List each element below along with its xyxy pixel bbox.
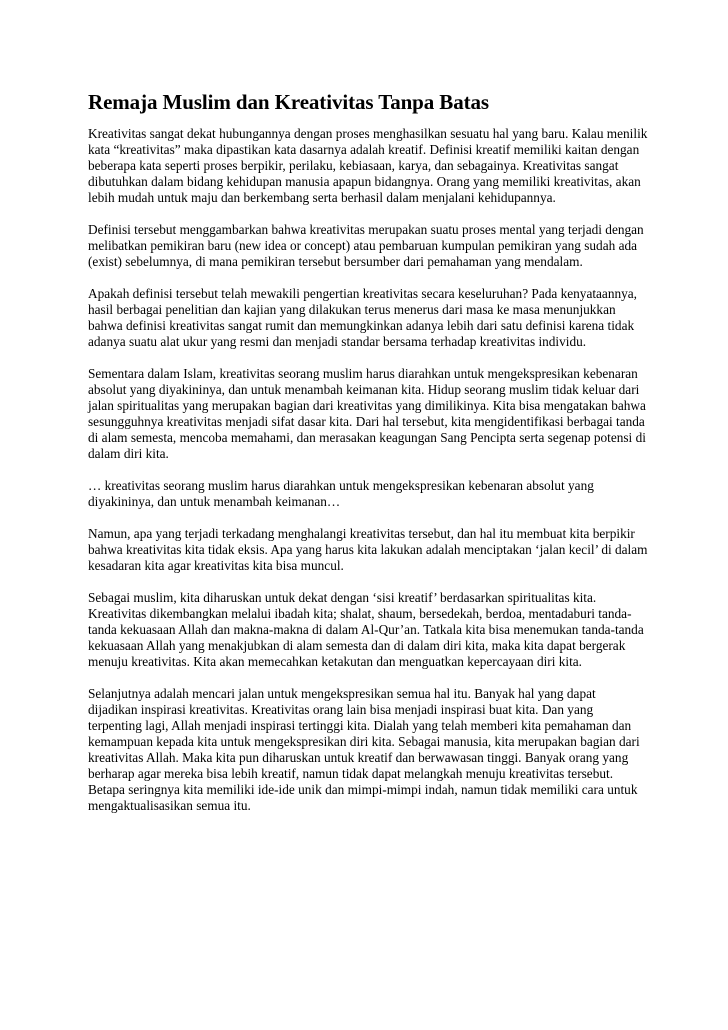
paragraph: Apakah definisi tersebut telah mewakili pengertian kreativitas secara keseluruhan? Pada kenyataannya, hasil berbagai penelitian dan kajian yang dilakukan terus menerus dari masa ke masa menunjukkan bahwa definisi kreativitas sangat rumit dan memungkinkan adanya lebih dari satu definisi karena tidak adanya suatu alat ukur yang resmi dan menjadi standar bersama terhadap kreativitas individu. (88, 286, 638, 349)
document-title: Remaja Muslim dan Kreativitas Tanpa Batas (88, 90, 489, 114)
quote-paragraph: … kreativitas seorang muslim harus diarahkan untuk mengekspresikan kebenaran absolut yang diyakininya, dan untuk menambah keimanan… (88, 478, 594, 509)
paragraph: Selanjutnya adalah mencari jalan untuk mengekspresikan semua hal itu. Banyak hal yang dapat dijadikan inspirasi kreativitas. Kreativitas orang lain bisa menjadi inspirasi buat kita. Dan yang terpenting lagi, Allah menjadi inspirasi tertinggi kita. Dialah yang telah memberi kita pemahaman dan kemampuan kepada kita untuk mengekspresikan diri kita. Sebagai manusia, kita merupakan bagian dari kreativitas Allah. Maka kita pun diharuskan untuk kreatif dan berwawasan tinggi. Banyak orang yang berharap agar mereka bisa lebih kreatif, namun tidak dapat melangkah menuju kreativitas tersebut. Betapa seringnya kita memiliki ide-ide unik dan mimpi-mimpi indah, namun tidak memiliki cara untuk mengaktualisasikan semua itu. (88, 686, 640, 813)
document-page (88, 90, 648, 830)
paragraph: Kreativitas sangat dekat hubungannya dengan proses menghasilkan sesuatu hal yang baru. Kalau menilik kata “kreativitas” maka dipastikan kata dasarnya adalah kreatif. Definisi kreatif memiliki kaitan dengan beberapa kata seperti proses berpikir, perilaku, kebiasaan, karya, dan sebagainya. Kreativitas sangat dibutuhkan dalam bidang kehidupan manusia apapun bidangnya. Orang yang memiliki kreativitas, akan lebih mudah untuk maju dan berkembang serta berhasil dalam menjalani kehidupannya. (88, 126, 648, 205)
paragraph: Sementara dalam Islam, kreativitas seorang muslim harus diarahkan untuk mengekspresikan kebenaran absolut yang diyakininya, dan untuk menambah keimanan kita. Hidup seorang muslim tidak keluar dari jalan spiritualitas yang merupakan bagian dari kreativitas yang dimilikinya. Kita bisa mengatakan bahwa sesungguhnya kreativitas menjadi sifat dasar kita. Dari hal tersebut, kita mengidentifikasi berbagai tanda di alam semesta, mencoba memahami, dan merasakan keagungan Sang Pencipta serta segenap potensi di dalam diri kita. (88, 366, 646, 461)
paragraph: Namun, apa yang terjadi terkadang menghalangi kreativitas tersebut, dan hal itu membuat kita berpikir bahwa kreativitas kita tidak eksis. Apa yang harus kita lakukan adalah menciptakan ‘jalan kecil’ di dalam kesadaran kita agar kreativitas kita bisa muncul. (88, 526, 648, 573)
paragraph: Definisi tersebut menggambarkan bahwa kreativitas merupakan suatu proses mental yang terjadi dengan melibatkan pemikiran baru (new idea or concept) atau pembaruan kumpulan pemikiran yang sudah ada (exist) sebelumnya, di mana pemikiran tersebut bersumber dari pemahaman yang mendalam. (88, 222, 644, 269)
paragraph: Sebagai muslim, kita diharuskan untuk dekat dengan ‘sisi kreatif’ berdasarkan spiritualitas kita. Kreativitas dikembangkan melalui ibadah kita; shalat, shaum, bersedekah, berdoa, mentadaburi tanda-tanda kekuasaan Allah dan makna-makna di dalam Al-Qur’an. Tatkala kita bisa menemukan tanda-tanda kekuasaan Allah yang menakjubkan di alam semesta dan di dalam diri kita, maka kita dapat bergerak menuju kreativitas. Kita akan memecahkan ketakutan dan menguatkan kepercayaan diri kita. (88, 590, 644, 669)
